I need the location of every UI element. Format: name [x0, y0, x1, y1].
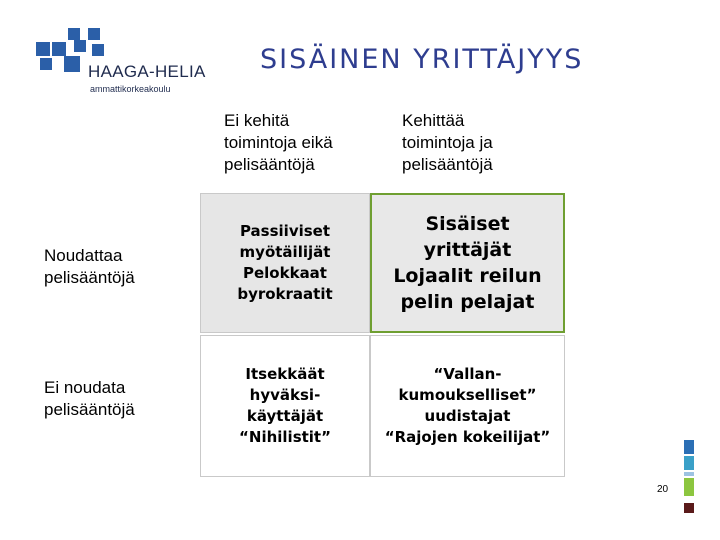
deco-bar-segment — [684, 503, 694, 513]
cell-line: “Vallan- — [433, 365, 502, 383]
cell-line: myötäilijät — [239, 243, 331, 261]
deco-bar-segment — [684, 440, 694, 454]
logo-wordmark: HAAGA-HELIA — [88, 62, 206, 81]
cell-line: kumouksellisetˮ — [398, 386, 537, 404]
logo-square — [92, 44, 104, 56]
logo-square — [36, 42, 50, 56]
cell-passive-followers — [200, 193, 370, 333]
deco-bar-segment — [684, 456, 694, 470]
logo-square — [74, 40, 86, 52]
header-line: pelisääntöjä — [402, 155, 493, 174]
header-line: Noudattaa — [44, 246, 123, 265]
cell-line: uudistajat — [424, 407, 511, 425]
header-line: toimintoja eikä — [224, 133, 333, 152]
column-header-no-development — [224, 110, 374, 176]
logo-square — [64, 56, 80, 72]
cell-internal-entrepreneurs — [370, 193, 565, 333]
logo-square — [52, 42, 66, 56]
cell-line: Sisäiset — [425, 213, 510, 235]
cell-line: “Rajojen kokeilijatˮ — [384, 428, 551, 446]
header-line: Kehittää — [402, 111, 465, 130]
cell-text — [393, 211, 541, 315]
cell-text — [239, 364, 331, 448]
cell-line: Pelokkaat — [243, 264, 327, 282]
cell-line: Itsekkäät — [245, 365, 325, 383]
cell-line: käyttäjät — [246, 407, 324, 425]
deco-bar-segment — [684, 498, 694, 502]
cell-line: byrokraatit — [237, 285, 333, 303]
row-header-follows-rules — [44, 245, 194, 289]
slide-title: SISÄINEN YRITTÄJYYS — [260, 44, 584, 75]
page-number: 20 — [657, 484, 669, 495]
header-line: Ei noudata — [44, 378, 126, 397]
row-header-breaks-rules — [44, 377, 194, 421]
haaga-helia-logo — [36, 28, 206, 108]
cell-line: Lojaalit reilun — [393, 265, 542, 287]
cell-line: yrittäjät — [423, 239, 512, 261]
cell-selfish-exploiters — [200, 335, 370, 477]
deco-bar-segment — [684, 472, 694, 476]
logo-square — [40, 58, 52, 70]
header-line: toimintoja ja — [402, 133, 493, 152]
cell-line: pelin pelajat — [400, 291, 535, 313]
header-line: pelisääntöjä — [224, 155, 315, 174]
cell-line: Passiiviset — [239, 222, 331, 240]
cell-text — [237, 221, 332, 305]
cell-line: hyväksi- — [249, 386, 321, 404]
header-line: pelisääntöjä — [44, 268, 135, 287]
logo-subtitle: ammattikorkeakoulu — [90, 84, 171, 94]
logo-square — [88, 28, 100, 40]
deco-bar-segment — [684, 478, 694, 496]
column-header-develops — [402, 110, 552, 176]
cell-text — [385, 364, 551, 448]
header-line: pelisääntöjä — [44, 400, 135, 419]
logo-square — [68, 28, 80, 40]
cell-revolutionary-reformers — [370, 335, 565, 477]
header-line: Ei kehitä — [224, 111, 290, 130]
cell-line: “Nihilistit” — [239, 428, 331, 446]
